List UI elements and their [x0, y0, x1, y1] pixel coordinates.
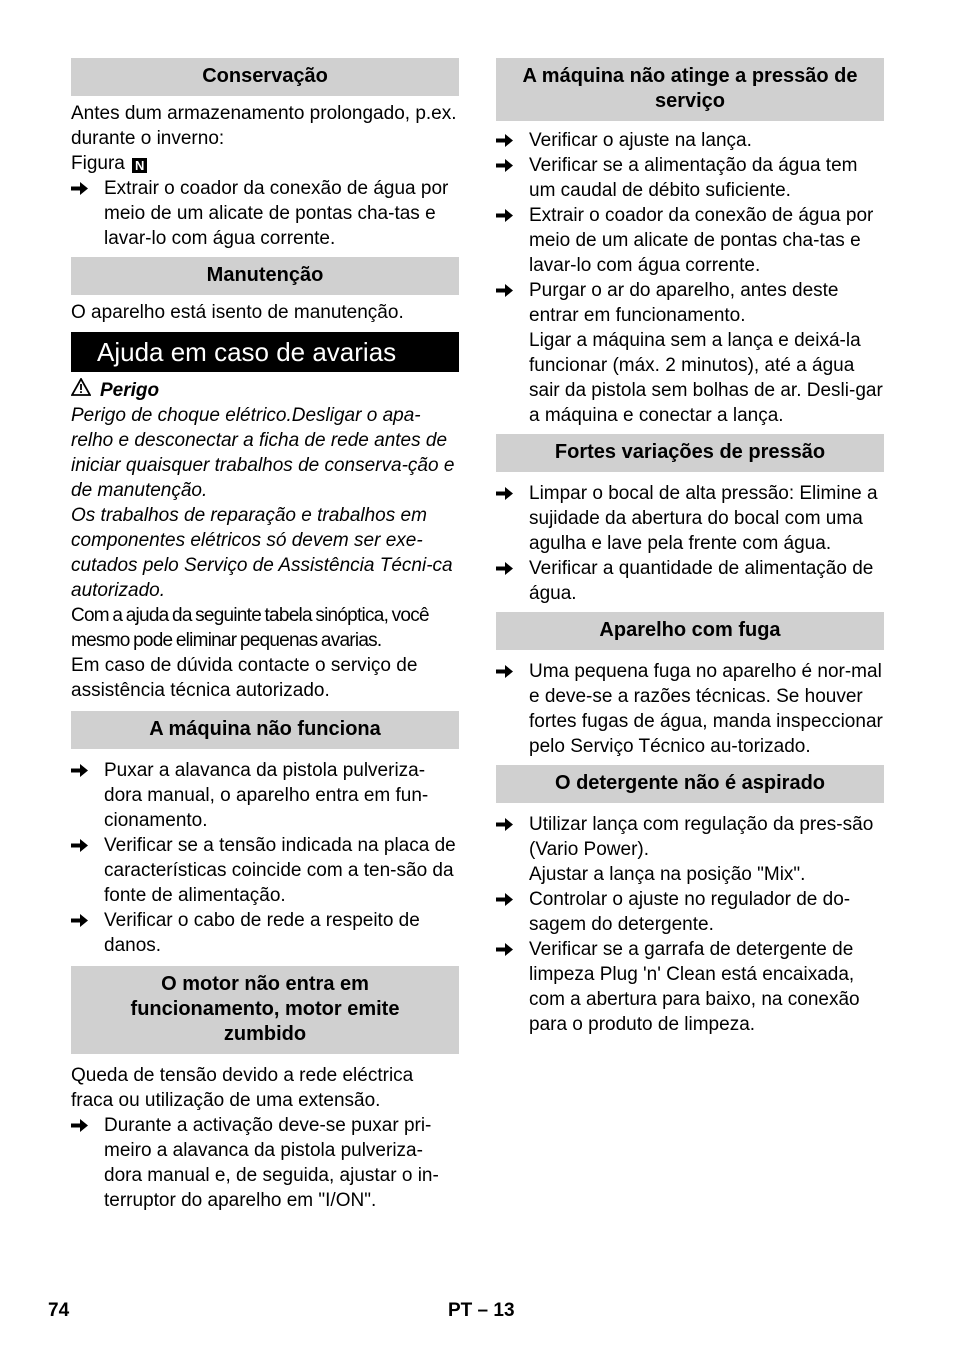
detergente-note: Ajustar a lança na posição "Mix".	[529, 864, 806, 885]
list-item	[496, 659, 884, 759]
list-item-text: Puxar a alavanca da pistola pulveriza-dora manual, o aparelho entra em fun-cionamento.	[104, 760, 429, 831]
section-footer: PT – 13	[448, 1300, 515, 1321]
arrow-right-icon	[496, 812, 518, 832]
figure-reference	[71, 151, 459, 176]
list-item-text: Durante a activação deve-se puxar pri-meiro a alavanca da pistola pulveriza-dora manual e, de seguida, ajustar o in-terruptor do aparelho em "I/ON".	[104, 1115, 439, 1211]
arrow-right-icon	[71, 908, 93, 928]
list-item-text: Verificar se a tensão indicada na placa de características coincide com a ten-são da fonte de alimentação.	[104, 835, 456, 906]
list-item	[496, 203, 884, 278]
bullet-list	[71, 758, 459, 958]
left-column	[71, 58, 459, 1213]
figure-badge: N	[132, 158, 147, 173]
arrow-right-icon	[496, 556, 518, 576]
list-item	[496, 812, 884, 862]
warning-icon	[71, 378, 100, 403]
arrow-right-icon	[71, 758, 93, 778]
list-item-text: Verificar o cabo de rede a respeito de danos.	[104, 910, 420, 956]
list-item	[496, 887, 884, 937]
motor-text: Queda de tensão devido a rede eléctrica fraca ou utilização de uma extensão.	[71, 1065, 414, 1111]
danger-label	[71, 378, 459, 403]
arrow-right-icon	[496, 153, 518, 173]
list-item	[496, 937, 884, 1037]
section-heading-conservacao: Conservação	[71, 58, 459, 96]
list-item	[496, 128, 884, 153]
arrow-right-icon	[71, 176, 93, 196]
list-item-text: Verificar se a garrafa de detergente de limpeza Plug 'n' Clean está encaixada, com a abertura para baixo, na conexão para o produto de limpeza.	[529, 939, 860, 1035]
list-item	[71, 758, 459, 833]
danger-text-2: Os trabalhos de reparação e trabalhos em componentes elétricos só devem ser exe-cutados pelo Serviço de Assistência Técni-ca autorizado.	[71, 505, 453, 601]
arrow-right-icon	[496, 278, 518, 298]
arrow-right-icon	[71, 1113, 93, 1133]
bullet-list	[496, 659, 884, 759]
arrow-right-icon	[496, 203, 518, 223]
list-item-text: Purgar o ar do aparelho, antes deste entrar em funcionamento.	[529, 280, 839, 326]
bullet-list	[496, 128, 884, 428]
list-item	[496, 481, 884, 556]
page-number: 74	[48, 1300, 70, 1321]
section-heading-variacoes: Fortes variações de pressão	[496, 434, 884, 472]
danger-text-1: Perigo de choque elétrico.Desligar o apa-relho e desconectar a ficha de rede antes de iniciar quaisquer trabalhos de conserva-ção e de manutenção.	[71, 405, 455, 501]
section-heading-nao-funciona: A máquina não funciona	[71, 711, 459, 749]
bullet-list	[496, 812, 884, 1037]
section-heading-motor: O motor não entra em funcionamento, motor emite zumbido	[71, 966, 459, 1054]
arrow-right-icon	[496, 481, 518, 501]
list-item-text: Verificar o ajuste na lança.	[529, 130, 752, 151]
list-item	[496, 556, 884, 606]
chapter-title: Ajuda em caso de avarias	[71, 332, 459, 372]
list-item-text: Extrair o coador da conexão de água por meio de um alicate de pontas cha-tas e lavar-lo com água corrente.	[529, 205, 874, 276]
right-column	[496, 58, 884, 1037]
list-item	[71, 833, 459, 908]
manutencao-text: O aparelho está isento de manutenção.	[71, 302, 404, 323]
conservacao-intro: Antes dum armazenamento prolongado, p.ex. durante o inverno:	[71, 103, 457, 149]
intro-text-1: Com a ajuda da seguinte tabela sinóptica, você mesmo pode eliminar pequenas avarias.	[71, 605, 429, 651]
section-heading-detergente: O detergente não é aspirado	[496, 765, 884, 803]
list-item	[71, 1113, 459, 1213]
arrow-right-icon	[496, 887, 518, 907]
pressao-note: Ligar a máquina sem a lança e deixá-la funcionar (máx. 2 minutos), até a água sair da pistola sem bolhas de ar. Desli-gar a máquina e conectar a lança.	[529, 330, 883, 426]
list-item	[496, 278, 884, 328]
list-item-text: Uma pequena fuga no aparelho é nor-mal e deve-se a razões técnicas. Se houver fortes fugas de água, manda inspeccionar pelo Serviço Técnico au-torizado.	[529, 661, 883, 757]
figure-label: Figura	[71, 153, 125, 174]
list-item	[496, 153, 884, 203]
section-heading-manutencao: Manutenção	[71, 257, 459, 295]
bullet-list	[496, 481, 884, 606]
section-heading-pressao: A máquina não atinge a pressão de serviço	[496, 58, 884, 121]
arrow-right-icon	[71, 833, 93, 853]
list-item-text: Verificar a quantidade de alimentação de água.	[529, 558, 874, 604]
list-item-text: Controlar o ajuste no regulador de do-sagem do detergente.	[529, 889, 851, 935]
list-item-text: Limpar o bocal de alta pressão: Elimine a sujidade da abertura do bocal com uma agulha e lave pela frente com água.	[529, 483, 878, 554]
arrow-right-icon	[496, 659, 518, 679]
danger-label-text: Perigo	[100, 380, 160, 401]
section-heading-fuga: Aparelho com fuga	[496, 612, 884, 650]
list-item	[71, 176, 459, 251]
list-item-text: Verificar se a alimentação da água tem um caudal de débito suficiente.	[529, 155, 858, 201]
arrow-right-icon	[496, 128, 518, 148]
list-item-text: Extrair o coador da conexão de água por meio de um alicate de pontas cha-tas e lavar-lo com água corrente.	[104, 178, 449, 249]
list-item-text: Utilizar lança com regulação da pres-são (Vario Power).	[529, 814, 874, 860]
intro-text-2: Em caso de dúvida contacte o serviço de assistência técnica autorizado.	[71, 655, 418, 701]
arrow-right-icon	[496, 937, 518, 957]
list-item	[71, 908, 459, 958]
